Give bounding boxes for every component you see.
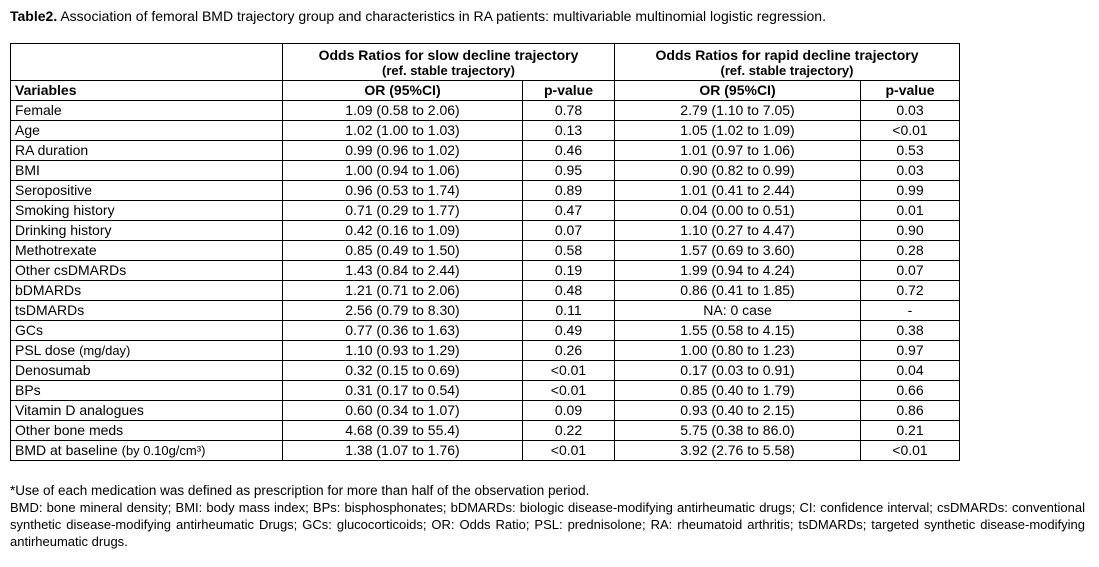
or-slow-cell: 2.56 (0.79 to 8.30) xyxy=(283,301,523,321)
p-rapid-cell: <0.01 xyxy=(861,441,960,461)
p-rapid-cell: 0.72 xyxy=(861,281,960,301)
variable-cell xyxy=(11,221,283,241)
or-rapid-cell: NA: 0 case xyxy=(615,301,861,321)
variable-cell xyxy=(11,441,283,461)
p-rapid-cell: 0.66 xyxy=(861,381,960,401)
variable-cell xyxy=(11,401,283,421)
p-rapid-cell: 0.86 xyxy=(861,401,960,421)
variable-name: PSL dose xyxy=(15,342,76,358)
slow-decline-ref: (ref. stable trajectory) xyxy=(382,62,515,78)
p-slow-cell: <0.01 xyxy=(523,381,615,401)
or-slow-cell: 1.38 (1.07 to 1.76) xyxy=(283,441,523,461)
rapid-decline-ref: (ref. stable trajectory) xyxy=(720,62,854,78)
p-slow-cell: 0.13 xyxy=(523,121,615,141)
header-variables: Variables xyxy=(11,81,283,101)
variable-cell xyxy=(11,281,283,301)
p-rapid-cell: 0.21 xyxy=(861,421,960,441)
variable-cell xyxy=(11,421,283,441)
p-slow-cell: 0.19 xyxy=(523,261,615,281)
caption-label: Table2. xyxy=(10,8,58,24)
table-row xyxy=(11,261,960,281)
p-slow-cell: 0.48 xyxy=(523,281,615,301)
or-slow-cell: 0.96 (0.53 to 1.74) xyxy=(283,181,523,201)
or-slow-cell: 0.32 (0.15 to 0.69) xyxy=(283,361,523,381)
variable-name: RA duration xyxy=(15,142,89,158)
variable-cell xyxy=(11,261,283,281)
variable-cell xyxy=(11,161,283,181)
table-row xyxy=(11,181,960,201)
variable-name: Drinking history xyxy=(15,222,112,238)
p-rapid-cell: 0.01 xyxy=(861,201,960,221)
or-rapid-cell: 0.90 (0.82 to 0.99) xyxy=(615,161,861,181)
variable-name: Female xyxy=(15,102,62,118)
table-row xyxy=(11,121,960,141)
header-p-rapid: p-value xyxy=(861,81,960,101)
variable-cell xyxy=(11,301,283,321)
header-p-slow: p-value xyxy=(523,81,615,101)
table-notes xyxy=(10,482,1085,550)
header-slow-decline xyxy=(283,44,615,81)
p-slow-cell: 0.07 xyxy=(523,221,615,241)
variable-name: BMI xyxy=(15,162,40,178)
variable-cell xyxy=(11,141,283,161)
table-row xyxy=(11,361,960,381)
or-rapid-cell: 1.01 (0.41 to 2.44) xyxy=(615,181,861,201)
table-row xyxy=(11,141,960,161)
p-rapid-cell: 0.07 xyxy=(861,261,960,281)
or-slow-cell: 1.02 (1.00 to 1.03) xyxy=(283,121,523,141)
table-row xyxy=(11,241,960,261)
or-slow-cell: 1.00 (0.94 to 1.06) xyxy=(283,161,523,181)
p-slow-cell: 0.11 xyxy=(523,301,615,321)
or-slow-cell: 1.09 (0.58 to 2.06) xyxy=(283,101,523,121)
variable-cell xyxy=(11,321,283,341)
variable-cell xyxy=(11,201,283,221)
or-rapid-cell: 0.17 (0.03 to 0.91) xyxy=(615,361,861,381)
p-slow-cell: <0.01 xyxy=(523,361,615,381)
table-row xyxy=(11,401,960,421)
header-or-slow: OR (95%CI) xyxy=(283,81,523,101)
variable-unit: (by 0.10g/cm³) xyxy=(121,443,206,458)
or-rapid-cell: 0.04 (0.00 to 0.51) xyxy=(615,201,861,221)
or-slow-cell: 1.21 (0.71 to 2.06) xyxy=(283,281,523,301)
or-rapid-cell: 1.55 (0.58 to 4.15) xyxy=(615,321,861,341)
variable-cell xyxy=(11,241,283,261)
header-or-rapid: OR (95%CI) xyxy=(615,81,861,101)
or-rapid-cell: 0.93 (0.40 to 2.15) xyxy=(615,401,861,421)
p-rapid-cell: 0.90 xyxy=(861,221,960,241)
p-slow-cell: 0.46 xyxy=(523,141,615,161)
variable-cell xyxy=(11,101,283,121)
table-row xyxy=(11,101,960,121)
or-rapid-cell: 5.75 (0.38 to 86.0) xyxy=(615,421,861,441)
variable-name: BPs xyxy=(15,382,41,398)
table-row xyxy=(11,221,960,241)
or-rapid-cell: 3.92 (2.76 to 5.58) xyxy=(615,441,861,461)
or-rapid-cell: 1.99 (0.94 to 4.24) xyxy=(615,261,861,281)
variable-name: Seropositive xyxy=(15,182,93,198)
or-slow-cell: 1.43 (0.84 to 2.44) xyxy=(283,261,523,281)
or-rapid-cell: 0.85 (0.40 to 1.79) xyxy=(615,381,861,401)
variable-name: GCs xyxy=(15,322,43,338)
variable-name: Vitamin D analogues xyxy=(15,402,144,418)
variable-name: Methotrexate xyxy=(15,242,97,258)
or-rapid-cell: 2.79 (1.10 to 7.05) xyxy=(615,101,861,121)
or-slow-cell: 0.85 (0.49 to 1.50) xyxy=(283,241,523,261)
p-rapid-cell: 0.03 xyxy=(861,161,960,181)
table-row xyxy=(11,281,960,301)
p-rapid-cell: <0.01 xyxy=(861,121,960,141)
p-slow-cell: 0.78 xyxy=(523,101,615,121)
p-slow-cell: <0.01 xyxy=(523,441,615,461)
p-rapid-cell: - xyxy=(861,301,960,321)
or-slow-cell: 0.77 (0.36 to 1.63) xyxy=(283,321,523,341)
or-rapid-cell: 1.05 (1.02 to 1.09) xyxy=(615,121,861,141)
p-rapid-cell: 0.38 xyxy=(861,321,960,341)
or-slow-cell: 0.31 (0.17 to 0.54) xyxy=(283,381,523,401)
or-slow-cell: 1.10 (0.93 to 1.29) xyxy=(283,341,523,361)
medication-footnote: *Use of each medication was defined as prescription for more than half of the observation period. xyxy=(10,483,590,498)
variable-name: Age xyxy=(15,122,40,138)
variable-name: Other csDMARDs xyxy=(15,262,127,278)
table-row xyxy=(11,301,960,321)
variable-cell xyxy=(11,361,283,381)
p-slow-cell: 0.47 xyxy=(523,201,615,221)
or-slow-cell: 4.68 (0.39 to 55.4) xyxy=(283,421,523,441)
p-slow-cell: 0.49 xyxy=(523,321,615,341)
regression-table xyxy=(10,43,960,461)
variable-name: Other bone meds xyxy=(15,422,124,438)
variable-unit: (mg/day) xyxy=(79,343,131,358)
abbreviations-footnote: BMD: bone mineral density; BMI: body mass index; BPs: bisphosphonates; bDMARDs: biologic disease-modifying antirheumatic drugs; CI: confidence interval; csDMARDs: conventional synthetic disease-modifying antirheumatic Drugs; GCs: glucocorticoids; OR: Odds Ratio; PSL: prednisolone; RA: rheumatoid arthritis; tsDMARDs; targeted synthetic disease-modifying antirheumatic drugs. xyxy=(10,500,1085,549)
slow-decline-title: Odds Ratios for slow decline trajectory xyxy=(318,46,579,63)
p-slow-cell: 0.89 xyxy=(523,181,615,201)
p-slow-cell: 0.26 xyxy=(523,341,615,361)
p-rapid-cell: 0.99 xyxy=(861,181,960,201)
variable-cell xyxy=(11,121,283,141)
or-rapid-cell: 0.86 (0.41 to 1.85) xyxy=(615,281,861,301)
table-row xyxy=(11,161,960,181)
variable-cell xyxy=(11,181,283,201)
table-row xyxy=(11,441,960,461)
table-row xyxy=(11,381,960,401)
table-body xyxy=(11,101,960,461)
p-rapid-cell: 0.97 xyxy=(861,341,960,361)
table-row xyxy=(11,421,960,441)
p-rapid-cell: 0.04 xyxy=(861,361,960,381)
or-rapid-cell: 1.57 (0.69 to 3.60) xyxy=(615,241,861,261)
header-rapid-decline xyxy=(615,44,960,81)
or-slow-cell: 0.60 (0.34 to 1.07) xyxy=(283,401,523,421)
or-rapid-cell: 1.01 (0.97 to 1.06) xyxy=(615,141,861,161)
p-slow-cell: 0.09 xyxy=(523,401,615,421)
variable-name: BMD at baseline xyxy=(15,442,118,458)
table-row xyxy=(11,201,960,221)
variable-name: tsDMARDs xyxy=(15,302,85,318)
variable-cell xyxy=(11,341,283,361)
or-slow-cell: 0.42 (0.16 to 1.09) xyxy=(283,221,523,241)
variable-cell xyxy=(11,381,283,401)
p-rapid-cell: 0.53 xyxy=(861,141,960,161)
table-caption xyxy=(10,8,826,24)
p-rapid-cell: 0.03 xyxy=(861,101,960,121)
or-rapid-cell: 1.00 (0.80 to 1.23) xyxy=(615,341,861,361)
table-row xyxy=(11,321,960,341)
rapid-decline-title: Odds Ratios for rapid decline trajectory xyxy=(655,46,919,63)
variable-name: bDMARDs xyxy=(15,282,82,298)
variable-name: Smoking history xyxy=(15,202,115,218)
variable-name: Denosumab xyxy=(15,362,91,378)
p-rapid-cell: 0.28 xyxy=(861,241,960,261)
or-slow-cell: 0.71 (0.29 to 1.77) xyxy=(283,201,523,221)
caption-text: Association of femoral BMD trajectory group and characteristics in RA patients: multivariable multinomial logistic regression. xyxy=(60,8,826,24)
or-slow-cell: 0.99 (0.96 to 1.02) xyxy=(283,141,523,161)
header-blank-cell xyxy=(11,44,283,81)
p-slow-cell: 0.22 xyxy=(523,421,615,441)
or-rapid-cell: 1.10 (0.27 to 4.47) xyxy=(615,221,861,241)
p-slow-cell: 0.58 xyxy=(523,241,615,261)
table-row xyxy=(11,341,960,361)
p-slow-cell: 0.95 xyxy=(523,161,615,181)
